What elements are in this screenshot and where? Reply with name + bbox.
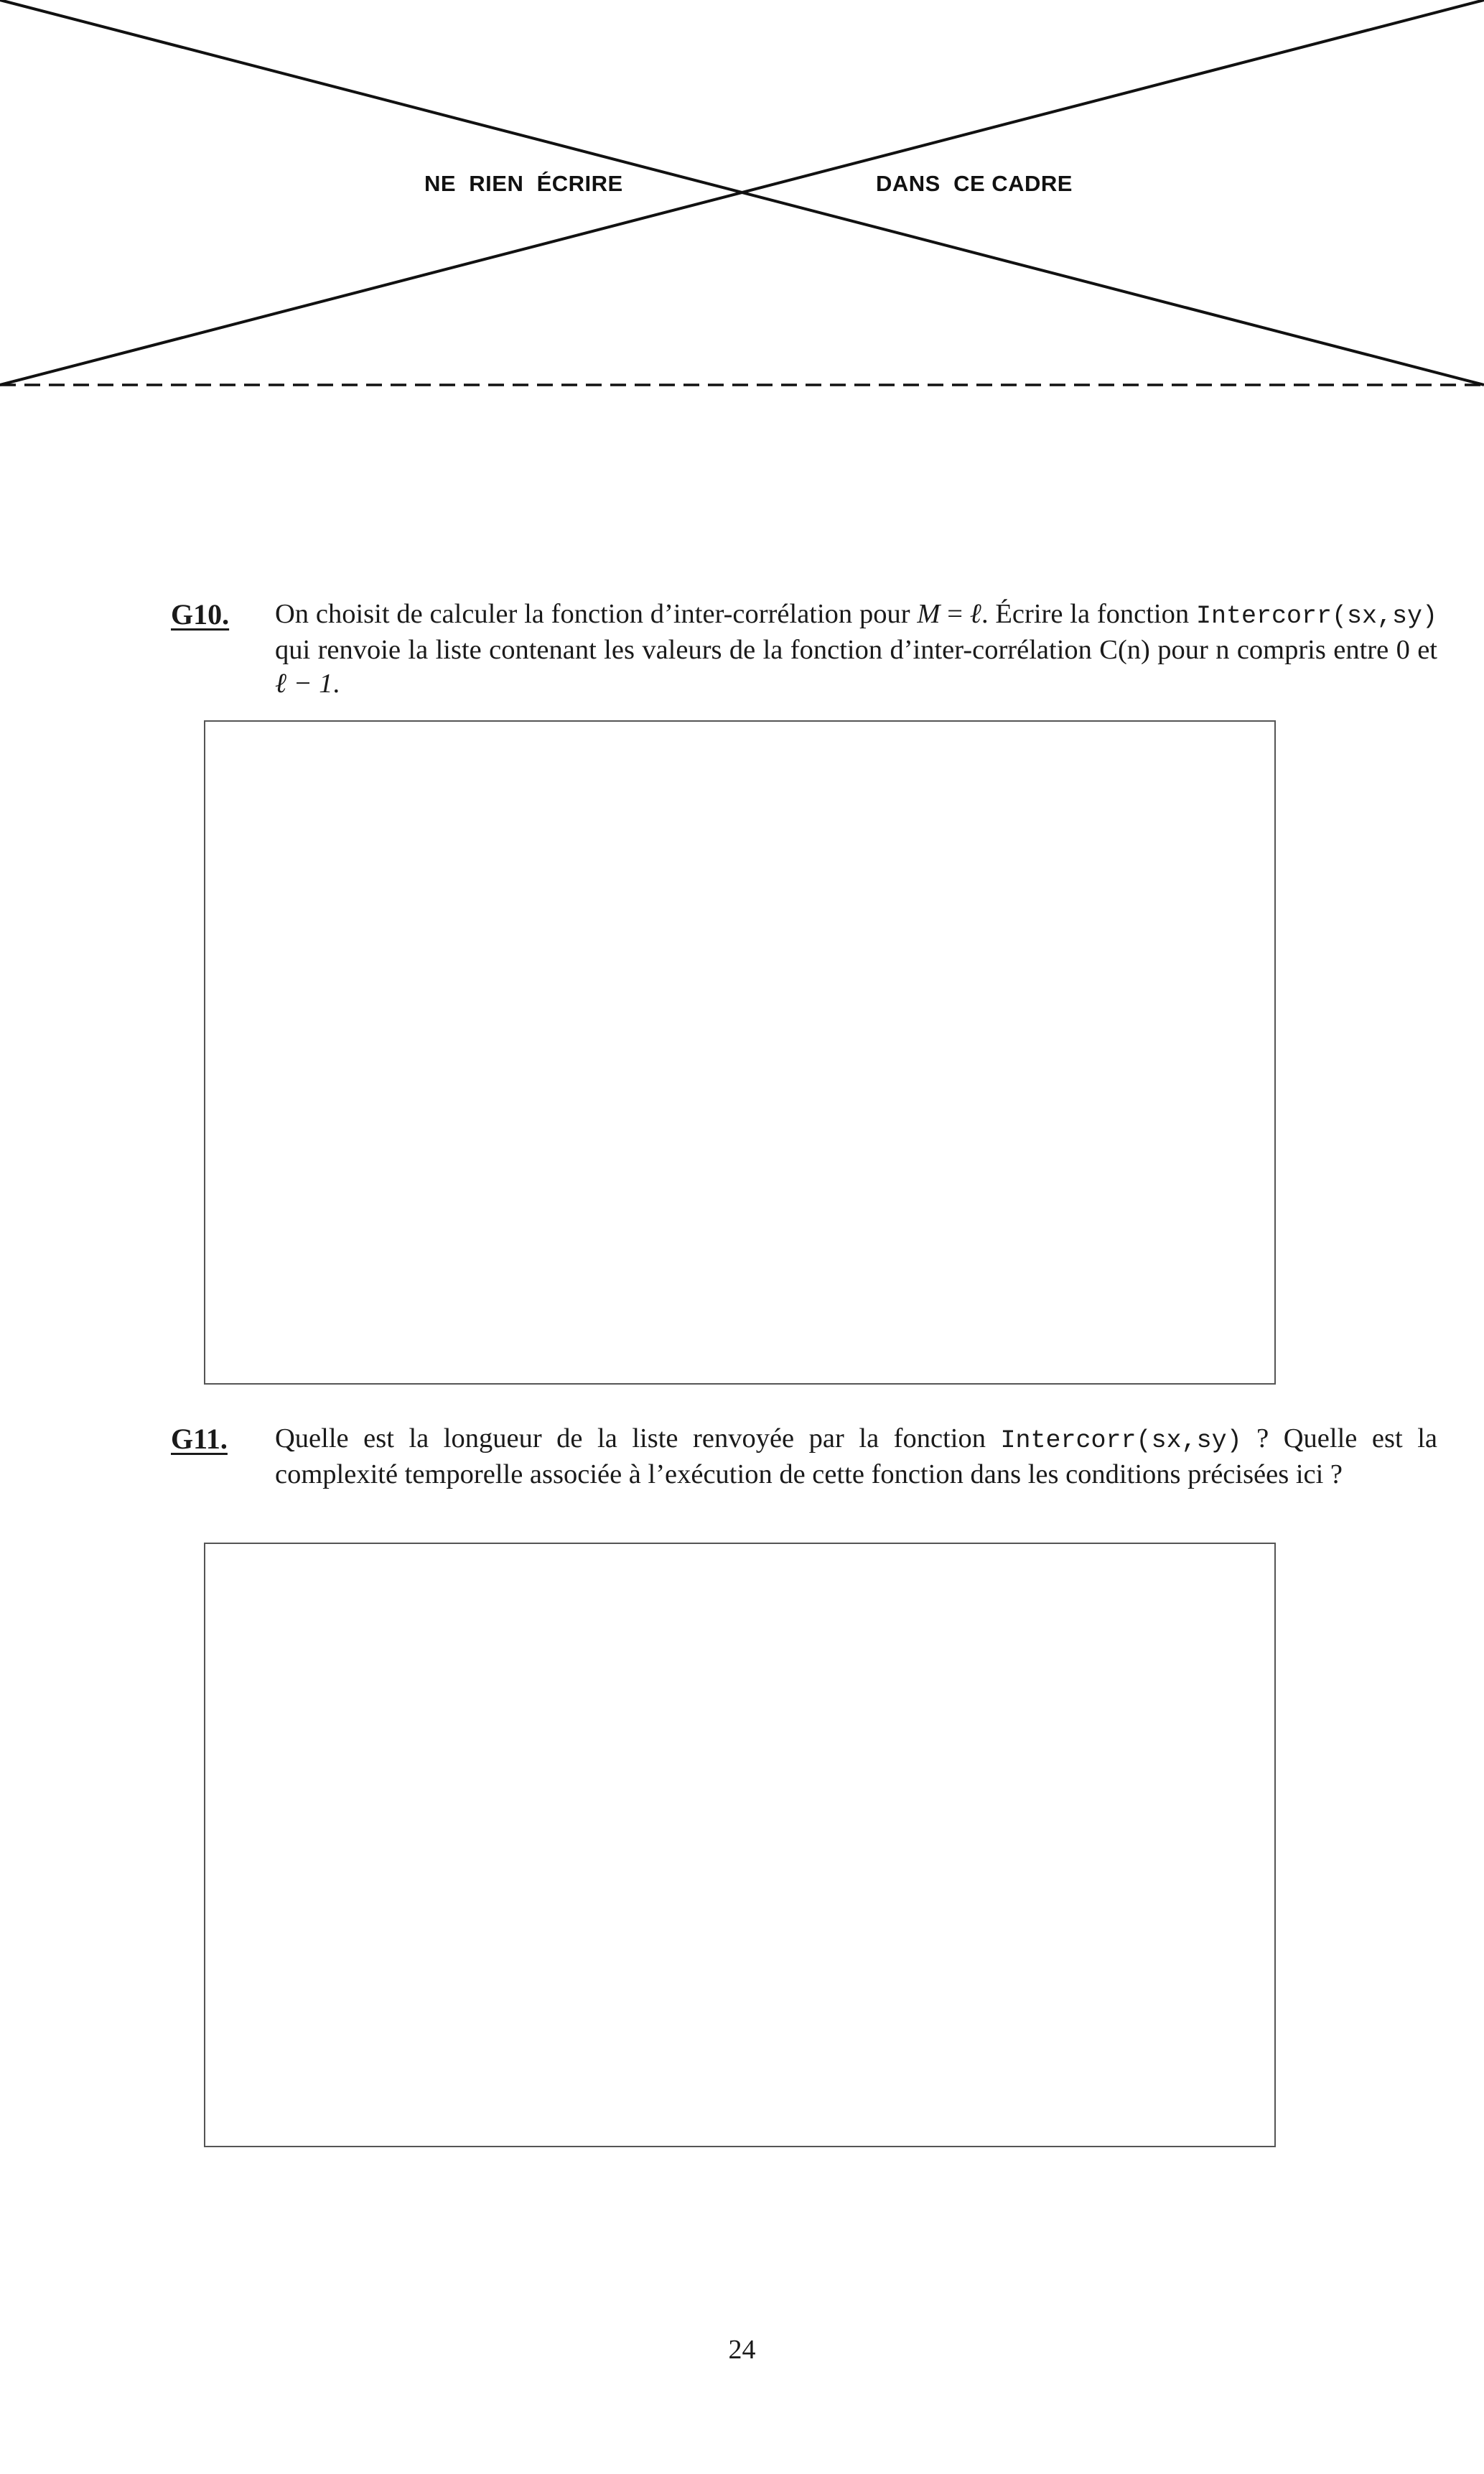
question-number: G10. — [171, 598, 230, 631]
math-ell-minus-one: ℓ − 1 — [275, 669, 333, 699]
header-label-left: NE RIEN ÉCRIRE — [424, 171, 623, 196]
question-text-part: ? Quelle est la complexité temporelle associée à l’exécution de cette fonction dans les conditions précisées ici ? — [275, 1423, 1437, 1489]
function-name-code: Intercorr(sx,sy) — [1195, 602, 1437, 631]
question-text-part: . — [332, 669, 340, 699]
math-equals: = — [940, 599, 970, 629]
math-variable-ell: ℓ — [969, 599, 981, 629]
header-label-right: DANS CE CADRE — [876, 171, 1073, 196]
math-variable-m: M — [917, 599, 941, 629]
question-text — [275, 1422, 1437, 1492]
question-text — [275, 597, 1437, 701]
question-text-part: . Écrire la fonction — [981, 599, 1196, 629]
answer-box-g10[interactable] — [204, 720, 1276, 1385]
function-name-code: Intercorr(sx,sy) — [1000, 1426, 1242, 1455]
question-text-part: On choisit de calculer la fonction d’inter-corrélation pour — [275, 599, 918, 629]
page-number: 24 — [728, 2335, 756, 2365]
question-text-part: Quelle est la longueur de la liste renvoyée par la fonction — [275, 1423, 1001, 1454]
answer-box-g11[interactable] — [204, 1543, 1276, 2147]
question-number: G11. — [171, 1423, 228, 1455]
question-text-part: qui renvoie la liste contenant les valeurs de la fonction d’inter-corrélation C(n) pour n compris entre 0 et — [275, 635, 1437, 665]
header-cross-frame — [0, 0, 1484, 391]
